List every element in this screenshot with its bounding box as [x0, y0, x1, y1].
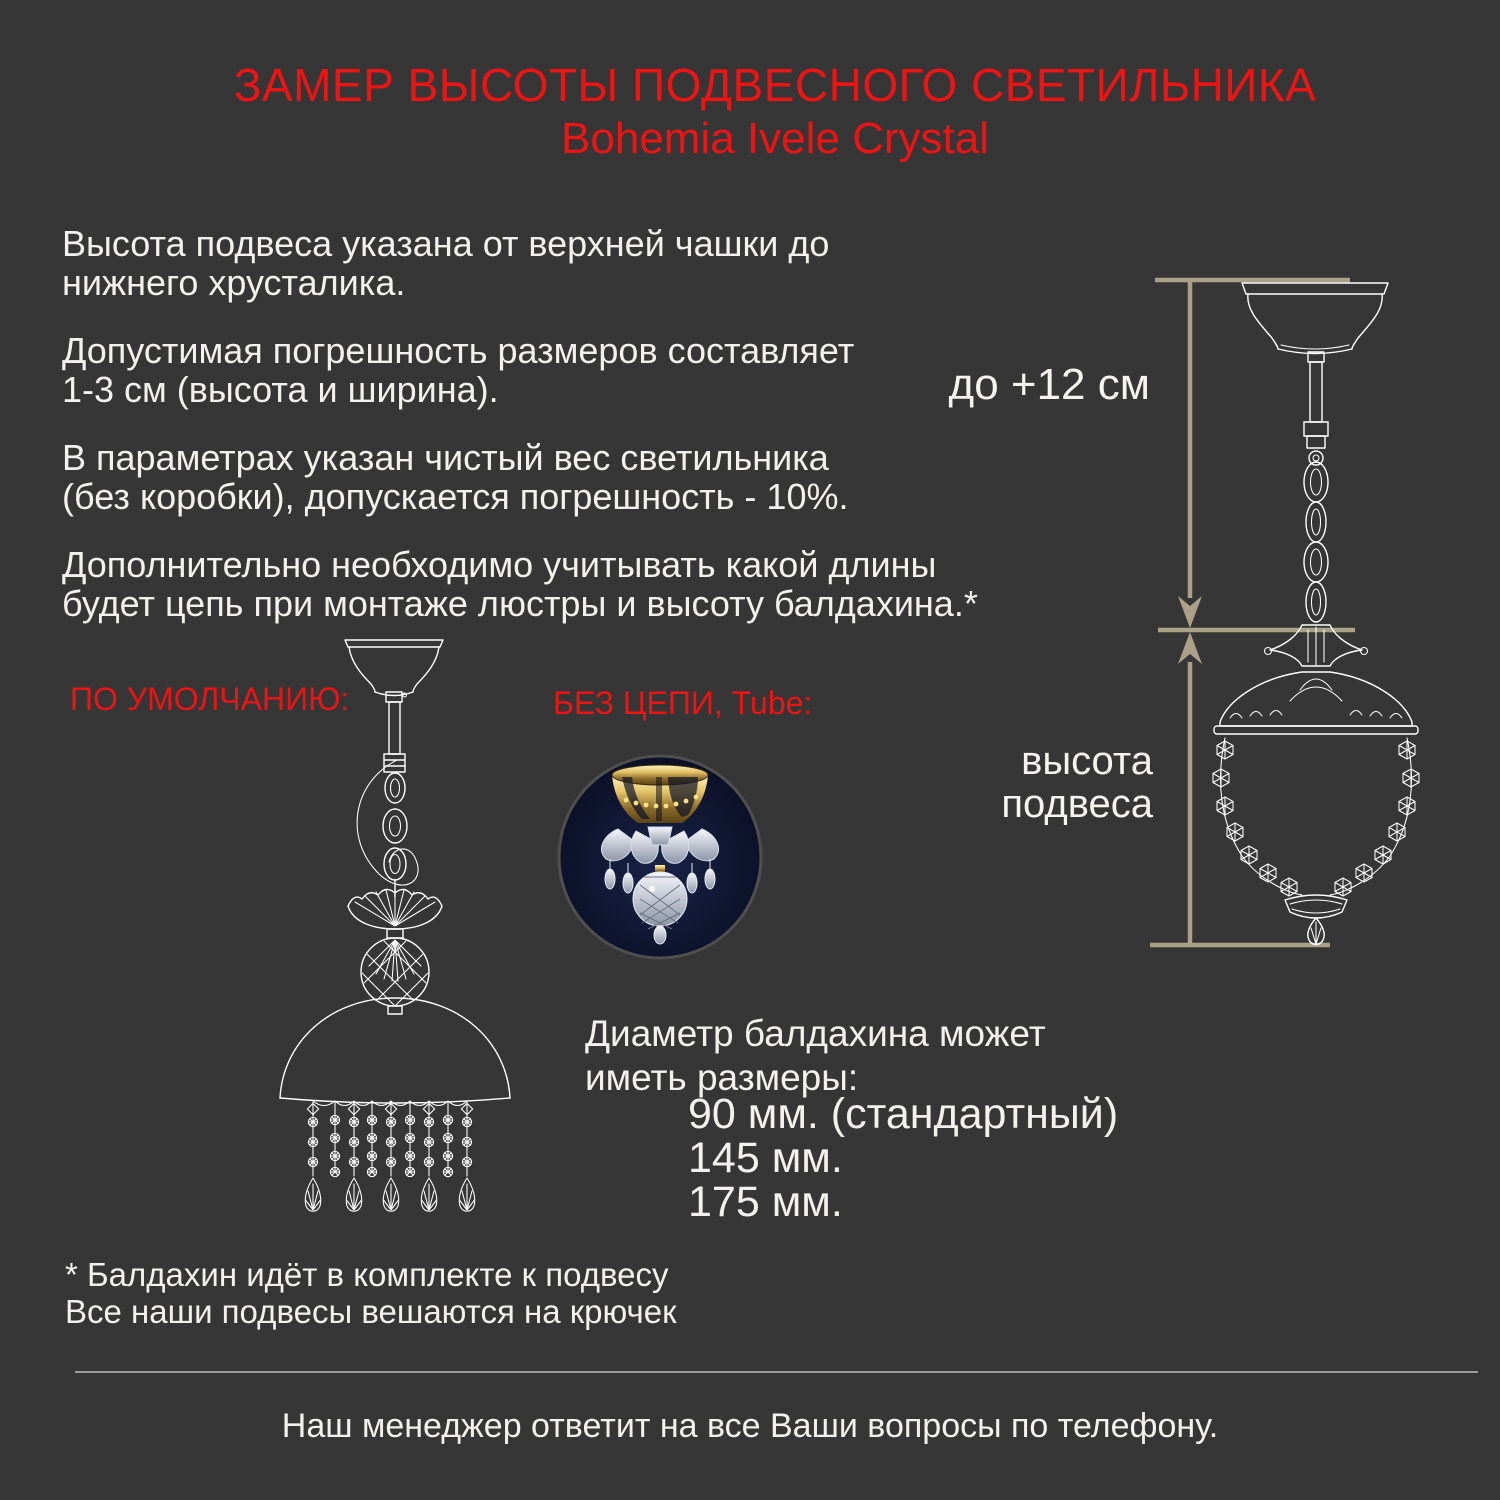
brand-subtitle: Bohemia Ivele Crystal	[561, 114, 989, 163]
intro-paragraphs	[62, 224, 1022, 652]
footer-note: Наш менеджер ответит на все Ваши вопросы по телефону.	[281, 1407, 1219, 1445]
canopy-diameter-sizes	[688, 1092, 1118, 1224]
tube-mount-photo	[556, 753, 764, 961]
size-option-standard: 90 мм. (стандартный)	[688, 1090, 1119, 1138]
label-pendant-height: высота подвеса	[1001, 739, 1153, 826]
size-option-175: 175 мм.	[688, 1178, 843, 1226]
lamp-rod-chain	[1304, 362, 1328, 622]
crystal-bead-garland	[1213, 738, 1419, 896]
default-chandelier-drawing	[255, 630, 545, 1245]
lamp-bottom-bowl	[1285, 895, 1347, 945]
lamp-ornate-top	[1214, 625, 1418, 734]
paragraph-chain-note: Дополнительно необходимо учитывать какой длины будет цепь при монтаже люстры и высоту балдахина.*	[62, 544, 978, 624]
paragraph-measure-rule: Высота подвеса указана от верхней чашки до нижнего хрусталика.	[62, 223, 830, 303]
label-no-chain-tube: БЕЗ ЦЕПИ, Tube:	[553, 685, 813, 721]
paragraph-weight: В параметрах указан чистый вес светильника (без коробки), допускается погрешность - 10%.	[62, 437, 849, 517]
size-option-145: 145 мм.	[688, 1134, 843, 1182]
page-title: ЗАМЕР ВЫСОТЫ ПОДВЕСНОГО СВЕТИЛЬНИКА	[233, 59, 1317, 111]
pendant-lamp-drawing	[1213, 283, 1419, 945]
divider-line	[75, 1371, 1478, 1373]
label-default-config: ПО УМОЛЧАНИЮ:	[70, 681, 350, 717]
footnote: * Балдахин идёт в комплекте к подвесу Все наши подвесы вешаются на крючек	[65, 1256, 677, 1330]
chain	[357, 760, 418, 897]
canopy-cup	[345, 640, 443, 702]
canopy-diameter-intro: Диаметр балдахина может иметь размеры:	[585, 1013, 1046, 1098]
paragraph-tolerance: Допустимая погрешность размеров составляет 1-3 см (высота и ширина).	[62, 330, 855, 410]
header	[50, 58, 1500, 164]
bobeche-dish	[348, 889, 442, 938]
crystal-strands	[305, 1102, 474, 1211]
lamp-canopy	[1242, 283, 1388, 362]
label-chain-allowance: до +12 см	[948, 360, 1150, 409]
